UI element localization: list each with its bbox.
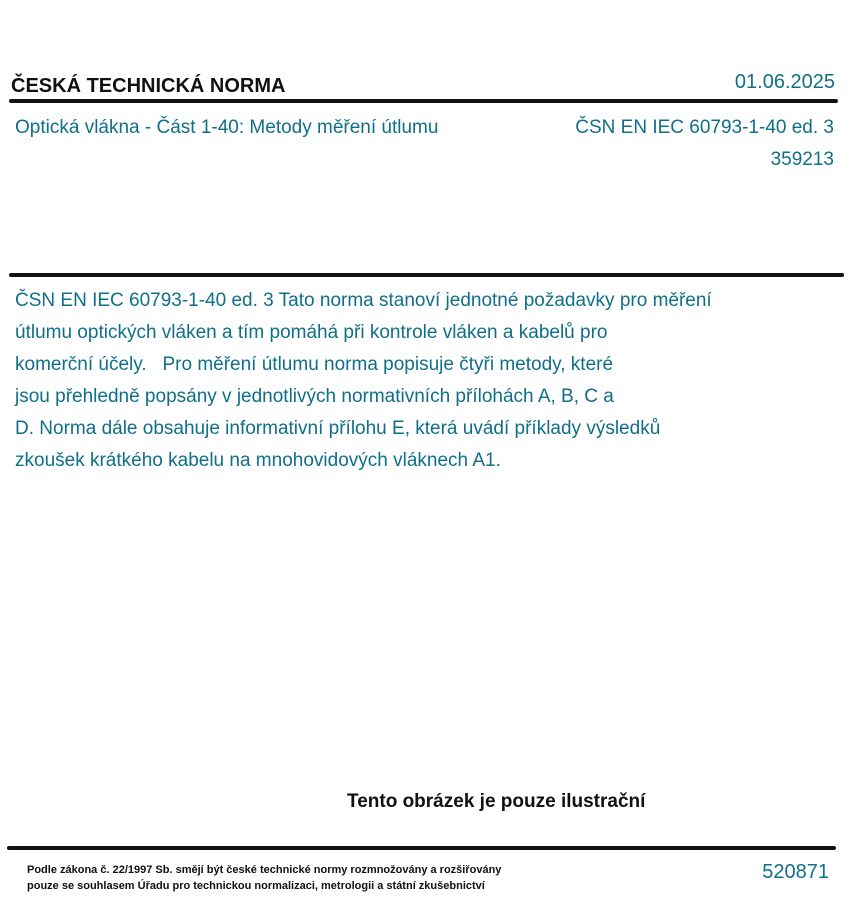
- abstract-line: jsou přehledně popsány v jednotlivých normativních přílohách A, B, C a: [15, 386, 614, 407]
- abstract-line: komerční účely. Pro měření útlumu norma popisuje čtyři metody, které: [15, 354, 614, 375]
- legal-notice-line: Podle zákona č. 22/1997 Sb. smějí být české technické normy rozmnožovány a rozšiřovány: [27, 864, 502, 876]
- abstract-line: útlumu optických vláken a tím pomáhá při kontrole vláken a kabelů pro: [15, 322, 608, 343]
- legal-notice: [27, 862, 501, 894]
- legal-notice-line: pouze se souhlasem Úřadu pro technickou normalizaci, metrologii a státní zkušebnictví: [27, 880, 485, 892]
- standard-designation: ČSN EN IEC 60793-1-40 ed. 3: [575, 117, 834, 138]
- abstract-line: ČSN EN IEC 60793-1-40 ed. 3 Tato norma stanoví jednotné požadavky pro měření: [15, 290, 712, 311]
- document-subtitle: Optická vlákna - Část 1-40: Metody měření útlumu: [15, 117, 439, 138]
- abstract-text: [15, 285, 845, 477]
- classification-number: 359213: [770, 149, 834, 170]
- document-number: 520871: [762, 861, 829, 883]
- abstract-line: zkoušek krátkého kabelu na mnohovidových vláknech A1.: [15, 450, 501, 471]
- illustration-disclaimer: Tento obrázek je pouze ilustrační: [347, 791, 646, 812]
- abstract-line: D. Norma dále obsahuje informativní přílohu E, která uvádí příklady výsledků: [15, 418, 661, 439]
- standard-type-title: ČESKÁ TECHNICKÁ NORMA: [11, 75, 286, 97]
- top-divider: [9, 99, 838, 103]
- middle-divider: [9, 273, 844, 277]
- publication-date: 01.06.2025: [734, 71, 835, 93]
- bottom-divider: [7, 846, 836, 850]
